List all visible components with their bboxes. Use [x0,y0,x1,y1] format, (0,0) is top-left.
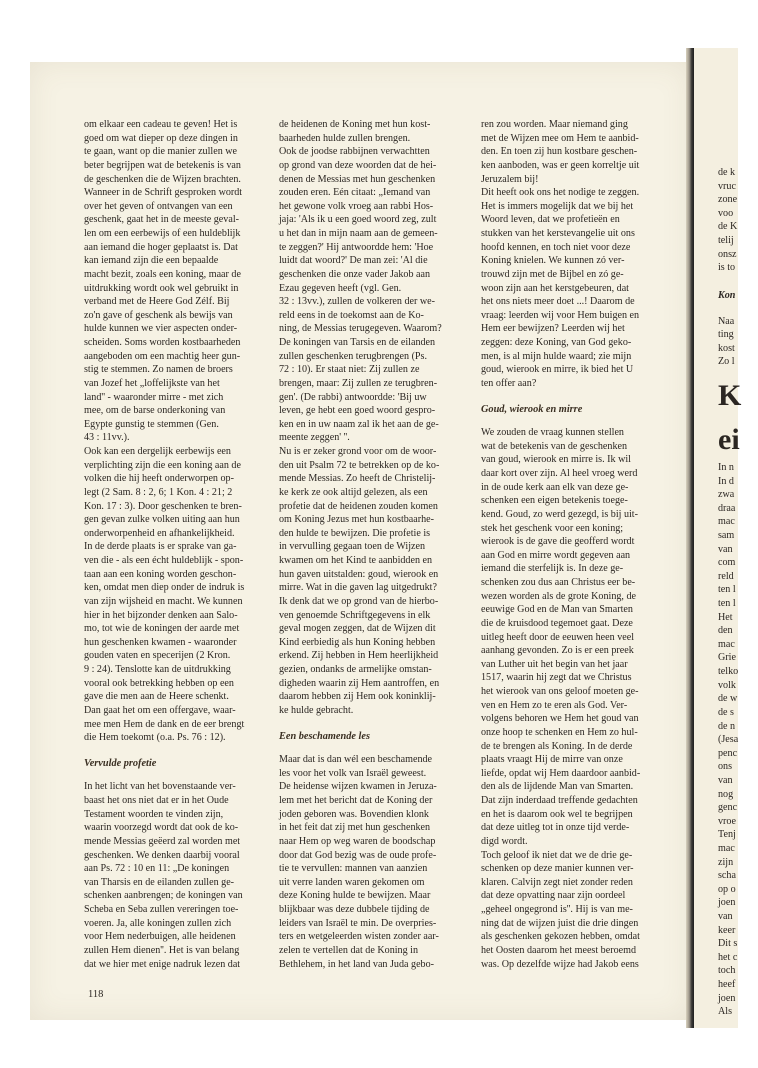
fragment-line: Dit s [718,938,738,950]
fragment-line: penc [718,747,738,759]
fragment-line: vruc [718,180,736,192]
fragment-line: nog [718,788,734,800]
fragment-heading: Kon [718,289,736,301]
fragment-line: toch [718,965,736,977]
fragment-line: de k [718,167,736,178]
fragment-line: de n [718,720,736,732]
fragment-line: joen [718,897,736,909]
fragment-title: K [718,378,742,412]
fragment-line: de w [718,693,738,705]
fragment-line: Zo l [718,356,735,368]
fragment-line: joen [718,992,736,1004]
fragment-line: de K [718,221,738,233]
fragment-line: zone [718,194,738,206]
fragment-line: sam [718,529,735,541]
fragment-line: genc [718,802,738,814]
fragment-line: ten l [718,598,736,610]
paragraph: Nu is er zeker grond voor om de woor- den uit Psalm 72 te betrekken op de ko- mende Messias. Zo heeft de Christelij- ke kerk ze ook altijd gelezen, als een profetie dat de heidenen zouden komen om Koning Jezus met hun kostbaarhe- den hulde te bewijzen. Die profetie is in vervulling gegaan toen de Wijzen kwamen om het Kind te aanbidden en hun gaven uitstalden: goud, wierook en mirre. Wat in die gaven lag uitgedrukt? Ik denk dat we op grond van de hierbo- ven genoemde Schriftgegevens in elk geval mogen zeggen, dat de Wijzen dit Kind eerbiedig als hun Koning hebben erkend. Zij hebben in Hem heerlijkheid gezien, ondanks de armelijke omstan- digheden waarin zij Hem aantroffen, en daarom hebben zij Hem ook koninklij- ke hulde gebracht. [279,446,440,716]
fragment-line: ons [718,761,733,773]
fragment-line: Tenj [718,829,736,841]
fragment-line: voo [718,207,734,219]
fragment-line: In n [718,461,734,473]
fragment-line: Het [718,611,733,623]
paragraph: de heidenen de Koning met hun kost- baarheden hulde zullen brengen. Ook de joodse rabbijnen verwachtten op grond van deze woorden dat de hei- denen de Messias met hun geschenken zouden eren. Eén citaat: „Iemand van het gewone volk vroeg aan rabbi Hos- jaja: 'Als ik u een goed woord zeg, zult u het dan in mijn naam aan de gemeen- te zeggen?' Hij antwoordde hem: 'Hoe luidt dat woord?' De man zei: 'Al die geschenken die onze vader Jakob aan Ezau gegeven heeft (vgl. Gen. 32 : 13vv.), zullen de volkeren der we- reld eens in de toekomst aan de Ko- ning, de Messias terugegeven. Waarom? De koningen van Tarsis en de eilanden zullen geschenken terugbrengen (Ps. 72 : 10). Er staat niet: Zij zullen ze brengen, maar: Zij zullen ze terugbren- gen'. (De rabbi) antwoordde: 'Bij uw leven, ge hebt een goed woord gespro- ken en in uw naam zal ik het aan de ge- meente zeggen' ''. [279,119,442,444]
fragment-line: mac [718,843,735,854]
paragraph: Maar dat is dan wél een beschamende les voor het volk van Israël geweest. De heidense wijzen kwamen in Jeruza- lem met het bericht dat de Koning der joden geboren was. Bovendien klonk in het feit dat zij met hun geschenken naar Hem op weg waren de boodschap door dat God bezig was de oude profe- tie te vervullen: mannen van aanzien uit verre landen waren gekomen om deze Koning hulde te bewijzen. Maar blijkbaar was deze dubbele tijding de leiders van Israël te min. De overpries- ters en wetgeleerden wisten zonder aar- zelen te vertellen dat de Koning in Bethlehem, in het land van Juda gebo- [279,754,439,970]
fragment-line: de s [718,706,734,718]
fragment-line: telij [718,235,734,247]
fragment-line: den [718,625,733,637]
fragment-line: Grie [718,652,736,664]
text-column-3 [481,118,669,971]
paragraph: In het licht van het bovenstaande ver- baast het ons niet dat er in het Oude Testament woorden te vinden zijn, waarin voorzegd wordt dat ook de ko- mende Messias geëerd zal worden met geschenken. We denken daarbij vooral aan Ps. 72 : 10 en 11: „De koningen van Tharsis en de eilanden zullen ge- schenken aanbrengen; de koningen van Scheba en Seba zullen vereringen toe- voeren. Ja, alle koningen zullen zich voor Hem nederbuigen, alle heidenen zullen Hem dienen''. Het is van belang dat we hier met enige nadruk lezen dat [84,781,243,970]
book-spine [686,48,694,1028]
fragment-line: van [718,774,733,786]
fragment-line: kost [718,342,735,354]
fragment-line: telko [718,666,739,678]
fragment-line: In d [718,475,734,487]
fragment-line: keer [718,924,736,936]
fragment-line: reld [718,570,734,582]
fragment-line: vroe [718,815,736,827]
fragment-line: com [718,557,736,569]
fragment-line: Naa [718,315,735,327]
page-number: 118 [88,989,104,1000]
fragment-line: (Jesa [718,734,739,746]
paragraph: We zouden de vraag kunnen stellen wat de betekenis van de geschenken van goud, wierook en mirre is. Ik wil daar kort over zijn. Al heel vroeg werd in de oude kerk aan elk van deze ge- schenken een eigen betekenis toege- kend. Goud, zo werd gezegd, is bij uit- stek het geschenk voor een koning; wierook is de gave die geofferd wordt aan God en mirre wordt gegeven aan iemand die sterfelijk is. In deze ge- schenken zou dus aan Christus eer be- wezen worden als de grote Koning, de eeuwige God en de Man van Smarten die de kruisdood tegemoet gaat. Deze uitleg heeft door de eeuwen heen veel aanhang gevonden. Zo is er een preek van Luther uit het begin van het jaar 1517, waarin hij zegt dat we Christus het wierook van ons geloof moeten ge- ven en Hem zo te eren als God. Ver- volgens behoren we Hem het goud van onze hoop te schenken en Hem zo hul- de te brengen als Koning. In de derde plaats vraagt Hij de mirre van onze liefde, opdat wij Hem daardoor aanbid- den als de lijdende Man van Smarten. Dat zijn inderdaad treffende gedachten en het is daarom ook wel te begrijpen dat deze uitleg tot in onze tijd verde- digd wordt. Toch geloof ik niet dat we de drie ge- schenken op deze manier kunnen ver- klaren. Calvijn zegt niet zonder reden dat deze opvatting naar zijn oordeel „geheel ongegrond is''. Hij is van me- ning dat de wijzen juist die drie dingen als geschenken gekozen hebben, omdat het Oosten daarom het meest beroemd was. Op dezelfde wijze had Jakob eens [481,427,641,970]
section-heading: Een beschamende les [279,730,370,742]
fragment-line: zijn [718,856,734,868]
fragment-line: draa [718,502,736,514]
fragment-line: ting [718,329,734,341]
next-page-edge [694,48,742,1028]
fragment-line: onsz [718,248,737,260]
fragment-line: het c [718,951,738,963]
fragment-line: ten l [718,584,736,596]
fragment-line: mac [718,516,735,528]
text-column-2 [279,118,467,971]
fragment-line: volk [718,679,736,691]
fragment-line: op o [718,883,736,895]
fragment-line: van [718,911,733,923]
paragraph: Ook kan een dergelijk eerbewijs een verplichting zijn die een koning aan de volken die hij heeft onderworpen op- legt (2 Sam. 8 : 2, 6; 1 Kon. 4 : 21; 2 Kon. 17 : 3). Door geschenken te bren- gen gevan zulke volken uiting aan hun onderworpenheid en afhankelijkheid. In de derde plaats is er sprake van ga- ven die - als een écht huldeblijk - spon- taan aan een koning worden geschon- ken, omdat men diep onder de indruk is van zijn wijsheid en macht. We kunnen hier in het bijzonder denken aan Salo- mo, tot wie de koningen der aarde met hun geschenken kwamen - waaronder gouden vaten en specerijen (2 Kron. 9 : 24). Tenslotte kan de uitdrukking vooral ook betrekking hebben op een gave die men aan de Heere schenkt. Dan gaat het om een offergave, waar- mee men Hem de dank en de eer brengt die Hem toekomt (o.a. Ps. 76 : 12). [84,446,245,744]
fragment-title: ei [718,422,740,456]
section-heading: Goud, wierook en mirre [481,403,583,415]
fragment-line: van [718,543,733,555]
fragment-line: heef [718,979,736,991]
next-page-text-fragments [718,166,758,1019]
fragment-line: is to [718,262,736,274]
fragment-line: zwa [718,489,735,501]
section-heading: Vervulde profetie [84,757,157,769]
text-column-1 [84,118,272,971]
paragraph: om elkaar een cadeau te geven! Het is goed om wat dieper op deze dingen in te gaan, want op die manier zullen we beter begrijpen wat de betekenis is van de geschenken die de Wijzen brachten. Wanneer in de Schrift gesproken wordt over het geven of ontvangen van een geschenk, gaat het in de meeste geval- len om een eerbewijs of een huldeblijk aan iemand die hoger geplaatst is. Dat kan iemand zijn die een bepaalde macht bezit, zoals een koning, maar de uitdrukking wordt ook wel gebruikt in verband met de Heere God Zélf. Bij zo'n gave of geschenk als bewijs van hulde kunnen we vier aspecten onder- scheiden. Soms worden kostbaarheden aangeboden om een machtig heer gun- stig te stemmen. Zo namen de broers van Jozef het „loffelijkste van het land'' - waaronder mirre - met zich mee, om de barse onderkoning van Egypte gunstig te stemmen (Gen. 43 : 11vv.). [84,119,243,444]
paragraph: ren zou worden. Maar niemand ging met de Wijzen mee om Hem te aanbid- den. En toen zij hun kostbare geschen- ken aanboden, was er geen korreltje uit Jeruzalem bij! Dit heeft ook ons het nodige te zeggen. Het is immers mogelijk dat we bij het Woord leven, dat we profetieën en stukken van het kerstevangelie uit ons hoofd kennen, en toch niet voor deze Koning knielen. We kunnen zó ver- trouwd zijn met de Bijbel en zó ge- woon zijn aan het kerstgebeuren, dat het ons niets meer doet ...! Daarom de vraag: leerden wij voor Hem buigen en Hem eer bewijzen? Leerden wij het zeggen: deze Koning, van God geko- men, is al mijn hulde waard; zie mijn goud, wierook en mirre, ik bied het U ten offer aan? [481,119,640,389]
fragment-line: mac [718,638,735,650]
fragment-line: Als [718,1006,733,1018]
fragment-line: scha [718,870,736,882]
